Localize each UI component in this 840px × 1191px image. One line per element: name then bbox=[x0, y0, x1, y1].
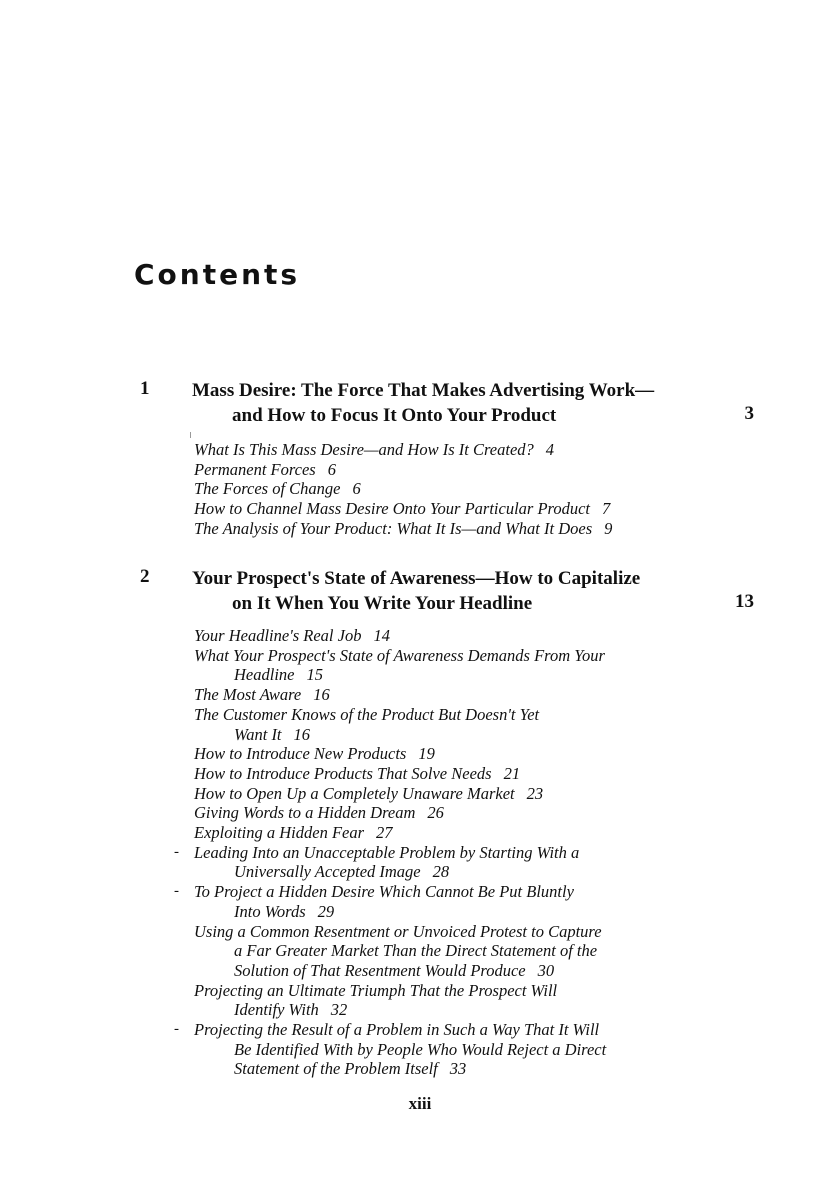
chapter-title-line2: on It When You Write Your Headline bbox=[232, 593, 533, 614]
toc-entry-text: Leading Into an Unacceptable Problem by Starting With a bbox=[194, 842, 580, 862]
chapter-number: 1 bbox=[140, 378, 150, 399]
toc-entry-page: 33 bbox=[449, 1059, 467, 1079]
chapter-title bbox=[192, 566, 752, 616]
toc-entry bbox=[194, 784, 734, 804]
toc-entry bbox=[194, 823, 734, 843]
toc-entry-text-cont: Identify With bbox=[234, 1000, 319, 1020]
toc-entry-text: The Analysis of Your Product: What It Is—and What It Does bbox=[194, 518, 593, 538]
toc-entry bbox=[174, 882, 734, 921]
toc-entry-page: 28 bbox=[432, 862, 450, 882]
toc-entry bbox=[194, 764, 734, 784]
toc-entry-text: The Customer Knows of the Product But Doesn't Yet bbox=[194, 704, 540, 724]
toc-entry-text: How to Channel Mass Desire Onto Your Particular Product bbox=[194, 499, 591, 519]
toc-entry bbox=[174, 1020, 734, 1079]
toc-entry bbox=[194, 479, 734, 499]
toc-entry-text: How to Introduce New Products bbox=[194, 744, 407, 764]
chapter-number: 2 bbox=[140, 566, 150, 587]
toc-entry-page: 14 bbox=[373, 626, 390, 645]
toc-entry-text: Exploiting a Hidden Fear bbox=[194, 823, 365, 843]
toc-entry-page: 16 bbox=[293, 724, 311, 744]
chapter-page: 3 bbox=[744, 403, 754, 424]
toc-entry-page: 7 bbox=[602, 499, 611, 519]
toc-entry-page: 21 bbox=[503, 763, 521, 783]
toc-entry-text: The Most Aware bbox=[194, 685, 302, 705]
toc-entry-text: Projecting an Ultimate Triumph That the Prospect Will bbox=[194, 980, 558, 1000]
chapter-title-line1: Mass Desire: The Force That Makes Advertising Work— bbox=[192, 380, 655, 401]
toc-entry-text: Giving Words to a Hidden Dream bbox=[194, 803, 416, 823]
toc-entry-page: 9 bbox=[604, 518, 613, 538]
toc-entry-page: 23 bbox=[526, 783, 544, 803]
page-folio: xiii bbox=[408, 1094, 432, 1113]
toc-entry-text: Using a Common Resentment or Unvoiced Protest to Capture bbox=[194, 921, 602, 941]
toc-entry-text: How to Open Up a Completely Unaware Market bbox=[194, 783, 515, 803]
toc-entry-text-cont: Into Words bbox=[234, 901, 306, 921]
toc-entry-text: To Project a Hidden Desire Which Cannot Be Put Bluntly bbox=[194, 882, 574, 902]
toc-entry-page: 4 bbox=[545, 440, 555, 459]
toc-entry-text-cont: a Far Greater Market Than the Direct Statement of the bbox=[234, 941, 598, 961]
chapter-title-line1: Your Prospect's State of Awareness—How to Capitalize bbox=[192, 568, 641, 589]
margin-mark: - bbox=[174, 883, 179, 900]
toc-entry-text-cont: Solution of That Resentment Would Produce bbox=[234, 960, 526, 980]
toc-entry bbox=[194, 705, 734, 744]
chapter-title bbox=[192, 378, 752, 428]
toc-entry-page: 19 bbox=[418, 744, 435, 764]
toc-entry bbox=[194, 922, 734, 981]
toc-entry-page: 32 bbox=[330, 1000, 348, 1020]
toc-entry-text-cont: Statement of the Problem Itself bbox=[234, 1059, 438, 1079]
margin-mark: - bbox=[174, 1021, 179, 1038]
toc-entry-text: What Is This Mass Desire—and How Is It Created? bbox=[194, 440, 534, 459]
page-title: Contents bbox=[134, 258, 301, 291]
chapter-1-sections bbox=[194, 440, 734, 539]
toc-entry-page: 6 bbox=[352, 479, 361, 499]
toc-entry bbox=[194, 499, 734, 519]
toc-entry-page: 29 bbox=[317, 901, 335, 921]
toc-entry-page: 6 bbox=[327, 459, 336, 479]
toc-entry bbox=[194, 803, 734, 823]
toc-entry bbox=[194, 981, 734, 1020]
toc-entry-text: The Forces of Change bbox=[194, 479, 341, 499]
toc-entry bbox=[194, 646, 734, 685]
toc-entry bbox=[194, 519, 734, 539]
toc-entry-page: 15 bbox=[306, 665, 323, 685]
margin-mark: - bbox=[174, 843, 179, 860]
toc-entry-text-cont: Want It bbox=[234, 724, 282, 744]
toc-entry-text: Permanent Forces bbox=[194, 459, 316, 479]
toc-entry-text-cont: Universally Accepted Image bbox=[234, 862, 421, 882]
toc-entry bbox=[194, 440, 734, 460]
toc-entry-text: Your Headline's Real Job bbox=[194, 626, 362, 645]
chapter-page: 13 bbox=[735, 591, 754, 612]
toc-entry-page: 16 bbox=[313, 685, 330, 705]
toc-entry-page: 30 bbox=[537, 960, 555, 980]
chapter-title-line2: and How to Focus It Onto Your Product bbox=[232, 405, 557, 426]
toc-entry bbox=[174, 842, 734, 882]
chapter-2-sections bbox=[174, 626, 734, 1079]
toc-entry bbox=[194, 626, 734, 646]
divider bbox=[190, 432, 191, 438]
toc-entry-text-cont: Headline bbox=[234, 665, 295, 685]
toc-entry-text-cont: Be Identified With by People Who Would Reject a Direct bbox=[234, 1039, 607, 1059]
toc-entry-page: 26 bbox=[427, 803, 444, 823]
toc-entry-text: What Your Prospect's State of Awareness Demands From Your bbox=[194, 645, 605, 665]
toc-entry bbox=[194, 685, 734, 705]
toc-entry bbox=[194, 744, 734, 764]
toc-entry-page: 27 bbox=[376, 823, 393, 843]
toc-entry-text: Projecting the Result of a Problem in Such a Way That It Will bbox=[194, 1020, 600, 1040]
toc-entry-text: How to Introduce Products That Solve Needs bbox=[194, 763, 492, 783]
toc-entry bbox=[194, 460, 734, 480]
